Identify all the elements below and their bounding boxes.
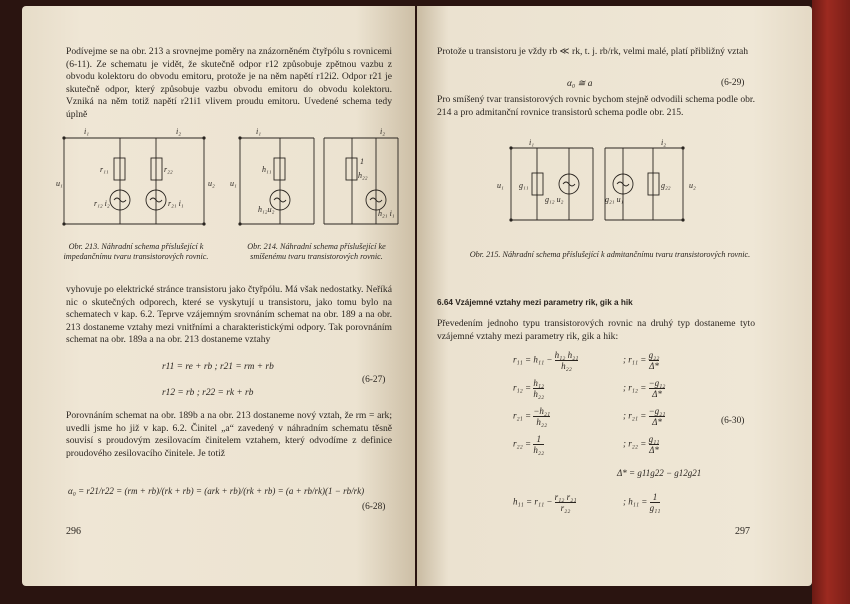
svg-text:i₁: i₁ — [84, 127, 90, 136]
equation-6-28: α₀ = r21/r22 = (rm + rb)/(rk + rb) = (ark + rb)/(rk + rb) = (a + rb/rk)(1 − rb/rk) — [68, 486, 365, 496]
left-page — [22, 6, 415, 586]
right-paragraph-3: Převedením jednoho typu transistorových rovnic na druhý typ dostaneme tyto vzájemné vztahy mezi parametry rik, gik a hik: — [437, 318, 755, 342]
svg-text:g₂₁ u₁: g₂₁ u₁ — [605, 195, 624, 204]
delta-definition: Δ* = g11g22 − g12g21 — [617, 468, 702, 478]
svg-text:1: 1 — [360, 157, 364, 166]
figure-215-circuit — [493, 138, 703, 238]
svg-text:i₂: i₂ — [176, 127, 182, 136]
equation-6-28-number: (6-28) — [362, 502, 386, 512]
svg-text:h₁₂u₂: h₁₂u₂ — [258, 205, 275, 214]
svg-text:h₂₁ i₁: h₂₁ i₁ — [378, 209, 395, 218]
left-paragraph-1: Podívejme se na obr. 213 a srovnejme poměry na znázorněném čtyřpólu s rovnicemi (6-11). Ze schematu je vidět, že skutečně odpor r12 způsobuje zpětnou vazbu z obvodu kolektoru do obvodu emitoru, protože je na něm napětí r12i2. Odpor r21 je skutečně odpor, který způsobuje vazbu obvodu emitoru do obvodu kolektoru. Vzniká na něm totiž napětí r21i1 vlivem proudu emitoru. Uvedené schema tedy úplně — [66, 46, 392, 120]
section-heading — [437, 298, 633, 307]
svg-text:u₁: u₁ — [497, 181, 504, 190]
svg-text:r₂₂: r₂₂ — [164, 165, 173, 174]
right-page — [417, 6, 812, 586]
section-number: 6.64 — [437, 298, 453, 307]
figure-213-caption: Obr. 213. Náhradní schema příslušející k impedančnímu tvaru transistorových rovnic. — [63, 242, 209, 261]
right-paragraph-2: Pro smíšený tvar transistorových rovnic bychom stejně odvodili schema podle obr. 214 a pro admitanční rovnice transistorů schema podle obr. 215. — [437, 94, 755, 118]
left-page-number: 296 — [66, 526, 81, 537]
figure-215-caption: Obr. 215. Náhradní schema příslušející k admitančnímu tvaru transistorových rovnic. — [469, 250, 751, 259]
svg-text:r₂₁ i₁: r₂₁ i₁ — [168, 199, 184, 208]
equation-6-27-line-2: r12 = rb ; r22 = rk + rb — [162, 388, 254, 398]
svg-text:i₂: i₂ — [380, 127, 386, 136]
svg-text:i₂: i₂ — [661, 138, 667, 147]
equation-6-29-number: (6-29) — [721, 78, 745, 88]
svg-text:g₁₂ u₂: g₁₂ u₂ — [545, 195, 564, 204]
figure-213-circuit — [58, 126, 218, 236]
right-paragraph-1: Protože u transistoru je vždy rb ≪ rk, t. j. rb/rk, velmi malé, platí přibližný vztah — [437, 46, 749, 57]
svg-text:h₁₁: h₁₁ — [262, 165, 272, 174]
left-paragraph-3: Porovnáním schemat na obr. 189b a na obr. 213 dostaneme nový vztah, že rm = ark; uvedli jsme ho již v kap. 6.2. Činitel „a“ zavedený v náhradním schematu těsně souvisí s proudovým zesilovacím činitelem vztahem, který odvodíme z definice proudového zesilovacího činitele. Je totiž — [66, 410, 392, 459]
svg-text:g₁₁: g₁₁ — [519, 181, 529, 190]
svg-text:u₂: u₂ — [208, 179, 215, 188]
figure-214-circuit — [230, 126, 409, 236]
left-paragraph-2: vyhovuje po elektrické stránce transistoru jako čtyřpólu. Má však nedostatky. Neříká nic o skutečných odporech, které se vyskytují u transistoru, jako tomu bylo na schematech v kap. 6.2. Teprve vzájemným srovnáním schemat na obr. 189 a na obr. 213 dostaneme vztahy mezi vnitřními a charakteristickými odpory. Tak porovnáním schemat na obr. 189a a na obr. 213 dostaneme vztahy — [66, 284, 392, 346]
svg-text:i₁: i₁ — [529, 138, 535, 147]
figure-214-caption: Obr. 214. Náhradní schema příslušející ke smíšenému tvaru transistorových rovnic. — [247, 242, 386, 261]
svg-text:u₁: u₁ — [230, 179, 237, 188]
svg-text:g₂₂: g₂₂ — [661, 181, 671, 190]
svg-text:r₁₂ i₂: r₁₂ i₂ — [94, 199, 110, 208]
equation-6-30-block: r₁₁ = h₁₁ − $\frac{\text{h₁₂ h₂₁}}{\text{h₂₂}}$ ; r₁₁ = $\frac{\text{g₂₂}}{\Delta*}$ r₁₂ = $\frac{\text{h₁₂}}{\text{h₂₂}}$ ; r₁₂ = $\frac{\text{−g₁₂}}{\Delta*}$ r₂₁ = $\frac{\text{−h₂₁}}{\text{h₂₂}}$ ; r₂₁ = $\frac{\text{−g₂₁}}{\Delta*}$ r₂₂ = $\frac{1}{\text{h₂₂}}$ ; r₂₂ = $\frac{\text{g₁₁}}{\Delta*}$ Δ* = g11g22 − g12g21 h₁₁ = r₁₁ − $\frac{\text{r₁₂ r₂₁}}{\text{r₂₂}}$ ; h₁₁ = $\frac{1}{\text{g₁₁}}$ — [513, 350, 702, 513]
equation-6-27-line-1: r11 = re + rb ; r21 = rm + rb — [162, 362, 274, 372]
equation-6-27-number: (6-27) — [362, 375, 386, 385]
equation-6-30-number: (6-30) — [721, 416, 745, 426]
book-cover-edge — [812, 0, 850, 604]
equation-6-29: α₀ ≅ a — [567, 79, 593, 89]
svg-text:i₁: i₁ — [256, 127, 262, 136]
svg-text:u₂: u₂ — [689, 181, 696, 190]
svg-text:r₁₁: r₁₁ — [100, 165, 109, 174]
section-title: Vzájemné vztahy mezi parametry rik, gik a hik — [455, 298, 633, 307]
right-page-number: 297 — [735, 526, 750, 537]
svg-text:u₁: u₁ — [56, 179, 63, 188]
svg-text:h₂₂: h₂₂ — [358, 171, 368, 180]
